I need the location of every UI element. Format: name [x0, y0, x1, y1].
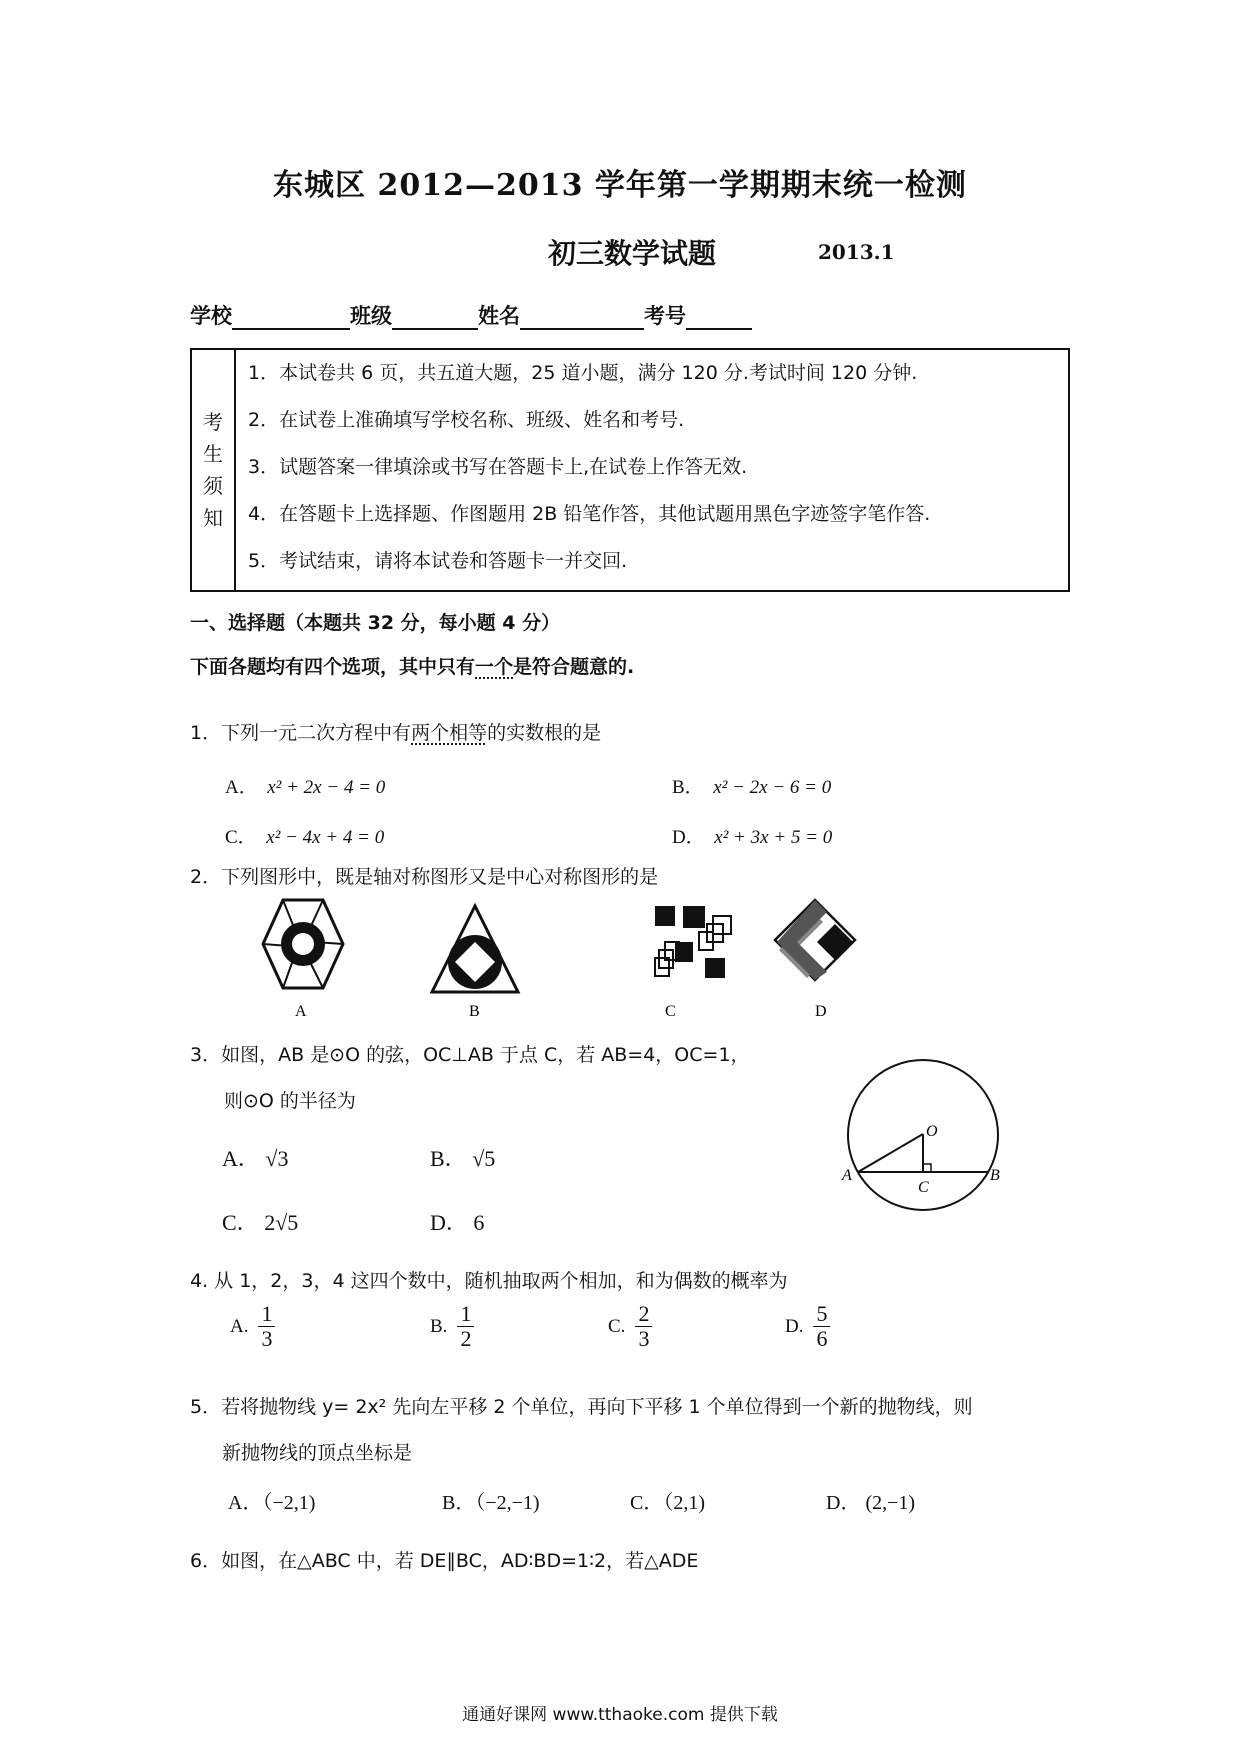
point-label-o: O — [926, 1123, 938, 1140]
q1-emphasis: 两个相等 — [411, 722, 488, 744]
option-label: B． — [430, 1146, 467, 1171]
name-label: 姓名 — [478, 303, 520, 328]
class-blank[interactable] — [392, 304, 478, 330]
exam-no-label: 考号 — [644, 303, 686, 328]
point-label-b: B — [990, 1167, 1000, 1184]
q2-figure-c[interactable] — [655, 906, 731, 978]
school-blank[interactable] — [232, 304, 350, 330]
q4-option-b[interactable] — [430, 1302, 474, 1351]
q3-circle-figure — [828, 1052, 1008, 1222]
q2-figures — [235, 892, 955, 1022]
option-label: C． — [225, 827, 257, 848]
option-label: C. — [608, 1315, 626, 1337]
option-value: 2√5 — [264, 1210, 299, 1235]
option-label: B. — [430, 1315, 448, 1337]
denominator: 2 — [460, 1326, 472, 1351]
class-label: 班级 — [350, 303, 392, 328]
denominator: 3 — [261, 1326, 273, 1351]
question-1-stem — [190, 718, 601, 745]
q3-option-b[interactable] — [430, 1142, 495, 1173]
question-5-stem-2: 新抛物线的顶点坐标是 — [222, 1442, 413, 1464]
notice-item: 1．本试卷共 6 页，共五道大题，25 道小题，满分 120 分.考试时间 120 分钟. — [248, 362, 918, 384]
denominator: 6 — [816, 1326, 828, 1351]
notice-heading — [192, 350, 236, 590]
fraction — [813, 1302, 830, 1351]
notice-box — [190, 348, 1070, 592]
option-label: D． — [672, 827, 705, 848]
option-label: A. — [230, 1315, 249, 1337]
option-label: B． — [672, 777, 704, 798]
name-blank[interactable] — [520, 304, 644, 330]
exam-title: 东城区 2012—2013 学年第一学期期末统一检测 — [273, 168, 967, 203]
student-info-line — [190, 300, 752, 330]
notice-heading-char: 须 — [203, 474, 223, 498]
question-5-stem: 5．若将抛物线 y= 2x² 先向左平移 2 个单位，再向下平移 1 个单位得到一个新的抛物线，则 — [190, 1396, 973, 1418]
option-value: x² − 2x − 6 = 0 — [713, 777, 832, 798]
instruction-text: 下面各题均有四个选项，其中只有 — [190, 656, 476, 678]
q3-option-c[interactable] — [222, 1206, 298, 1237]
q5-option-d[interactable]: D． (2,−1) — [826, 1492, 916, 1514]
option-value: x² − 4x + 4 = 0 — [266, 827, 385, 848]
q5-option-a[interactable]: A．（−2,1) — [228, 1492, 316, 1514]
option-value: x² + 3x + 5 = 0 — [714, 827, 833, 848]
q4-option-c[interactable] — [608, 1302, 652, 1351]
q1-stem-text: 1．下列一元二次方程中有 — [190, 722, 412, 744]
option-label: C． — [222, 1210, 259, 1235]
q2-figure-b[interactable] — [432, 906, 518, 992]
exam-date: 2013.1 — [818, 240, 895, 264]
section-title: 一、选择题（本题共 32 分，每小题 4 分） — [190, 612, 561, 634]
notice-heading-char: 知 — [203, 506, 223, 530]
q2-label-c: C — [665, 1003, 676, 1020]
q3-option-a[interactable] — [222, 1142, 288, 1173]
option-label: A． — [225, 777, 258, 798]
notice-heading-char: 生 — [203, 442, 223, 466]
notice-item: 5．考试结束，请将本试卷和答题卡一并交回. — [248, 550, 628, 572]
q4-option-d[interactable] — [785, 1302, 830, 1351]
numerator: 1 — [258, 1302, 275, 1327]
numerator: 1 — [457, 1302, 474, 1327]
notice-list — [248, 356, 930, 591]
question-2-stem: 2．下列图形中，既是轴对称图形又是中心对称图形的是 — [190, 866, 659, 888]
notice-item: 2．在试卷上准确填写学校名称、班级、姓名和考号. — [248, 409, 685, 431]
q2-label-b: B — [469, 1003, 480, 1020]
page-footer: 通通好课网 www.tthaoke.com 提供下载 — [462, 1705, 778, 1725]
question-3-stem-2: 则⊙O 的半径为 — [224, 1090, 356, 1112]
q4-option-a[interactable] — [230, 1302, 275, 1351]
question-3-stem: 3．如图，AB 是⊙O 的弦，OC⊥AB 于点 C，若 AB=4，OC=1， — [190, 1044, 750, 1066]
option-value: x² + 2x − 4 = 0 — [267, 777, 386, 798]
q1-stem-text: 的实数根的是 — [487, 722, 602, 744]
q5-option-b[interactable]: B．（−2,−1) — [442, 1492, 540, 1514]
notice-item: 4．在答题卡上选择题、作图题用 2B 铅笔作答，其他试题用黑色字迹签字笔作答. — [248, 503, 931, 525]
notice-item: 3．试题答案一律填涂或书写在答题卡上,在试卷上作答无效. — [248, 456, 748, 478]
exam-no-blank[interactable] — [686, 304, 752, 330]
option-value: 6 — [473, 1210, 485, 1235]
option-label: D． — [430, 1210, 468, 1235]
option-value: √5 — [472, 1146, 496, 1171]
school-label: 学校 — [190, 303, 232, 328]
fraction — [258, 1302, 275, 1351]
section-instruction — [190, 652, 634, 679]
question-6-stem: 6．如图，在△ABC 中，若 DE∥BC，AD∶BD=1∶2，若△ADE — [190, 1550, 699, 1572]
point-label-c: C — [918, 1179, 929, 1196]
exam-subtitle: 初三数学试题 — [548, 237, 717, 270]
option-value: √3 — [265, 1146, 289, 1171]
q1-option-a[interactable] — [225, 772, 385, 799]
notice-heading-char: 考 — [203, 410, 223, 434]
fraction — [457, 1302, 474, 1351]
q3-option-d[interactable] — [430, 1206, 484, 1237]
numerator: 2 — [635, 1302, 652, 1327]
instruction-text: 是符合题意的. — [513, 656, 635, 678]
q2-figure-d[interactable] — [775, 900, 855, 980]
q1-option-c[interactable] — [225, 822, 384, 849]
denominator: 3 — [638, 1326, 650, 1351]
q2-figure-a[interactable] — [263, 900, 343, 988]
q1-option-b[interactable] — [672, 772, 831, 799]
q2-label-d: D — [815, 1003, 827, 1020]
fraction — [635, 1302, 652, 1351]
q2-label-a: A — [295, 1003, 307, 1020]
q1-option-d[interactable] — [672, 822, 832, 849]
question-4-stem: 4. 从 1，2，3，4 这四个数中，随机抽取两个相加，和为偶数的概率为 — [190, 1270, 788, 1292]
option-label: A． — [222, 1146, 260, 1171]
numerator: 5 — [813, 1302, 830, 1327]
point-label-a: A — [842, 1167, 852, 1184]
option-label: D. — [785, 1315, 804, 1337]
q5-option-c[interactable]: C．（2,1) — [630, 1492, 705, 1514]
instruction-emphasis: 一个 — [475, 656, 514, 678]
